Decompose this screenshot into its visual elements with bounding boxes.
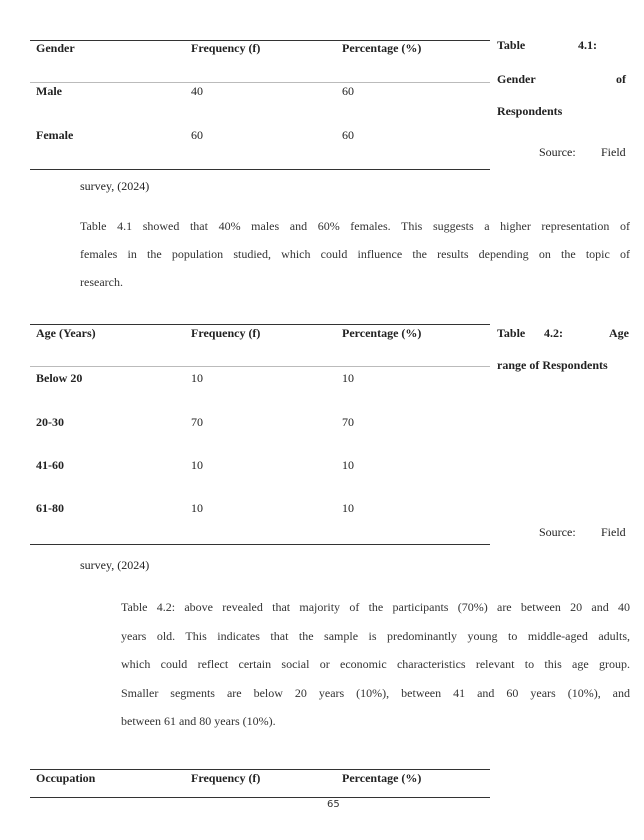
paragraph-1 [80, 212, 630, 296]
table-row-label: Male [36, 84, 62, 98]
table2-header-percentage: Percentage (%) [342, 326, 422, 340]
paragraph-line: between 61 and 80 years (10%). [121, 714, 276, 728]
table2-header-age: Age (Years) [36, 326, 96, 340]
table2-source: Field [601, 525, 626, 539]
paragraph-line: research. [80, 275, 123, 289]
table1-caption-word: Respondents [497, 104, 563, 118]
table2-source: Source: [539, 525, 576, 539]
paragraph-2 [121, 593, 630, 736]
paragraph-line: years old. This indicates that the sample is predominantly young to middle-aged adults, [121, 628, 630, 643]
table-cell: 10 [191, 501, 203, 515]
table-cell: 70 [342, 415, 354, 429]
table3-top-rule [30, 769, 490, 770]
table2-caption-word: Table [497, 326, 526, 340]
table1-caption-word: Gender [497, 72, 536, 86]
table1-source: Source: [539, 145, 576, 159]
table1-header-rule [30, 82, 490, 83]
table-cell: 10 [191, 371, 203, 385]
table-row-label: 41-60 [36, 458, 64, 472]
table1-header-frequency: Frequency (f) [191, 41, 261, 55]
table-cell: 70 [191, 415, 203, 429]
table3-header-frequency: Frequency (f) [191, 771, 261, 785]
table1-caption-word: 4.1: [578, 38, 597, 52]
paragraph-line: females in the population studied, which could influence the results depending on the topic of [80, 247, 630, 261]
table2-caption-line: range of Respondents [497, 358, 608, 372]
table1-header-percentage: Percentage (%) [342, 41, 422, 55]
table2-source-continued: survey, (2024) [80, 558, 150, 572]
table-cell: 10 [342, 501, 354, 515]
table-row-label: Below 20 [36, 371, 83, 385]
table2-header-rule [30, 366, 490, 367]
paragraph-line: Table 4.2: above revealed that majority of the participants (70%) are between 20 and 40 [121, 600, 630, 614]
table1-source: Field [601, 145, 626, 159]
table-cell: 10 [191, 458, 203, 472]
paragraph-line: Smaller segments are below 20 years (10%), between 41 and 60 years (10%), and [121, 685, 630, 700]
table1-caption-word: Table [497, 38, 526, 52]
table2-caption-word: Age [609, 326, 629, 340]
table-cell: 40 [191, 84, 203, 98]
table-cell: 60 [191, 128, 203, 142]
table2-header-frequency: Frequency (f) [191, 326, 261, 340]
table1-source-continued: survey, (2024) [80, 179, 150, 193]
table2-top-rule [30, 324, 490, 325]
table3-header-percentage: Percentage (%) [342, 771, 422, 785]
paragraph-line: Table 4.1 showed that 40% males and 60% females. This suggests a higher representation of [80, 219, 630, 233]
table2-bottom-rule [30, 544, 490, 545]
table-cell: 10 [342, 371, 354, 385]
table-row-label: 61-80 [36, 501, 64, 515]
table3-bottom-rule [30, 797, 490, 798]
table-cell: 10 [342, 458, 354, 472]
table1-header-gender: Gender [36, 41, 75, 55]
table-row-label: Female [36, 128, 74, 142]
table1-caption-word: of [616, 72, 626, 86]
table-cell: 60 [342, 128, 354, 142]
table2-caption-word: 4.2: [544, 326, 563, 340]
table-cell: 60 [342, 84, 354, 98]
table3-header-occupation: Occupation [36, 771, 96, 785]
table1-bottom-rule [30, 169, 490, 170]
table-row-label: 20-30 [36, 415, 64, 429]
page-number: 65 [327, 799, 340, 810]
paragraph-line: which could reflect certain social or economic characteristics relevant to this age group. [121, 657, 630, 671]
